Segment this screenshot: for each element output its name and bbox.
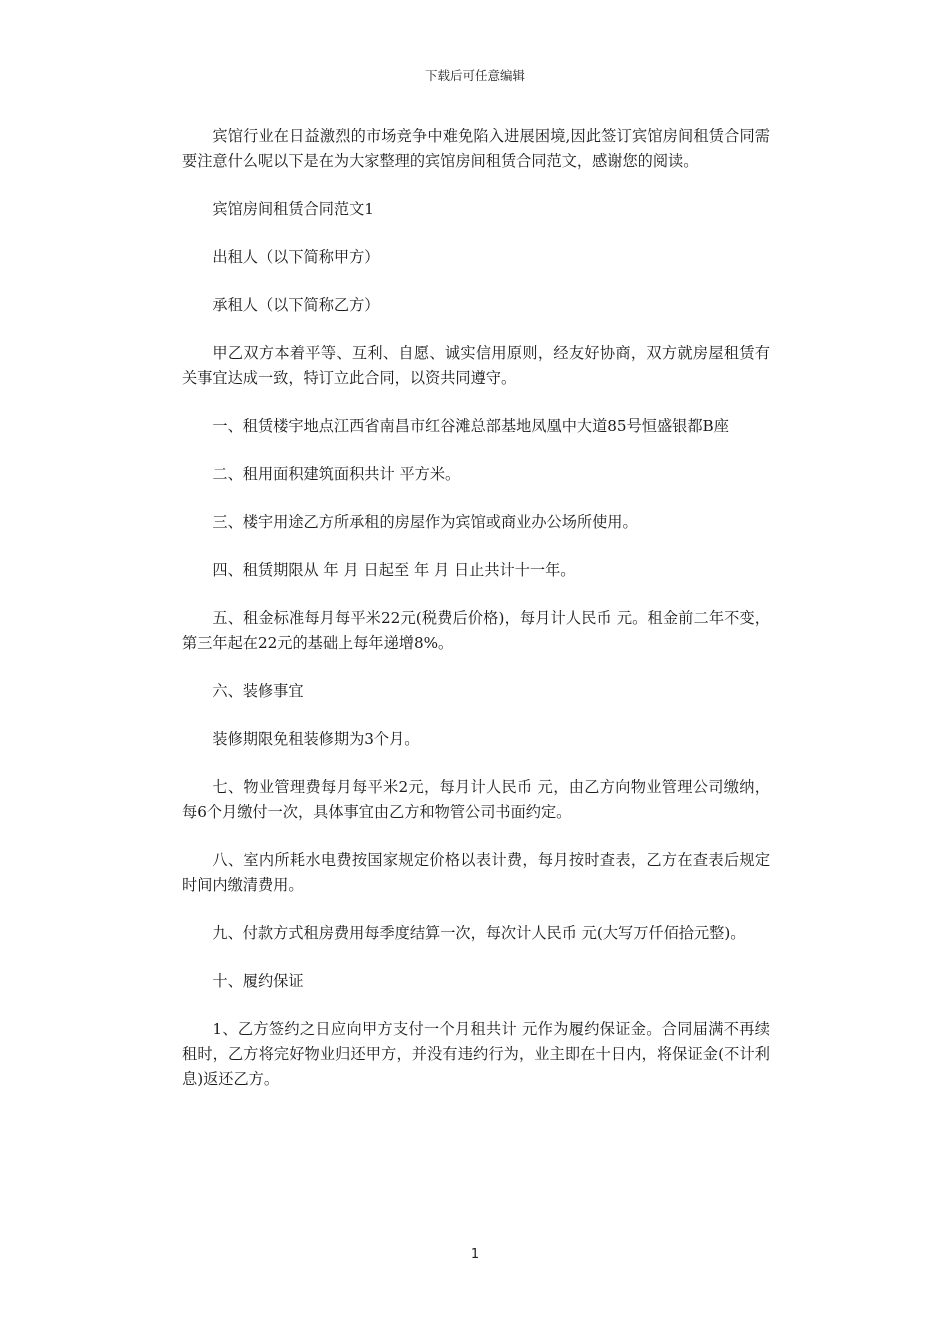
paragraph-clause-8: 八、室内所耗水电费按国家规定价格以表计费，每月按时查表，乙方在查表后规定时间内缴清费用。 — [182, 851, 770, 894]
paragraph-title: 宾馆房间租赁合同范文1 — [212, 200, 374, 218]
paragraph-clause-6-detail: 装修期限免租装修期为3个月。 — [212, 730, 420, 748]
paragraph-clause-1: 一、租赁楼宇地点江西省南昌市红谷滩总部基地凤凰中大道85号恒盛银都B座 — [212, 417, 729, 435]
document-body — [182, 124, 770, 1115]
paragraph-clause-9: 九、付款方式租房费用每季度结算一次，每次计人民币 元(大写万仟佰拾元整)。 — [212, 924, 746, 942]
paragraph-preamble: 甲乙双方本着平等、互利、自愿、诚实信用原则，经友好协商，双方就房屋租赁有关事宜达成一致，特订立此合同，以资共同遵守。 — [182, 344, 770, 387]
paragraph-lessee: 承租人（以下简称乙方） — [212, 296, 380, 314]
paragraph-clause-5: 五、租金标准每月每平米22元(税费后价格)，每月计人民币 元。租金前二年不变，第三年起在22元的基础上每年递增8%。 — [182, 609, 770, 652]
paragraph-intro: 宾馆行业在日益激烈的市场竞争中难免陷入进展困境,因此签订宾馆房间租赁合同需要注意什么呢以下是在为大家整理的宾馆房间租赁合同范文，感谢您的阅读。 — [182, 127, 770, 170]
paragraph-clause-10-item-1: 1、乙方签约之日应向甲方支付一个月租共计 元作为履约保证金。合同届满不再续租时，乙方将完好物业归还甲方，并没有违约行为，业主即在十日内，将保证金(不计利息)返还乙方。 — [182, 1020, 770, 1088]
paragraph-clause-10: 十、履约保证 — [212, 972, 304, 990]
paragraph-clause-2: 二、租用面积建筑面积共计 平方米。 — [212, 465, 461, 483]
paragraph-clause-6: 六、装修事宜 — [212, 682, 304, 700]
paragraph-lessor: 出租人（以下简称甲方） — [212, 248, 380, 266]
paragraph-clause-3: 三、楼宇用途乙方所承租的房屋作为宾馆或商业办公场所使用。 — [212, 513, 638, 531]
page-number: 1 — [470, 1247, 480, 1262]
page-header: 下载后可任意编辑 — [424, 68, 525, 83]
paragraph-clause-7: 七、物业管理费每月每平米2元，每月计人民币 元，由乙方向物业管理公司缴纳，每6个月缴付一次，具体事宜由乙方和物管公司书面约定。 — [182, 778, 770, 821]
paragraph-clause-4: 四、租赁期限从 年 月 日起至 年 月 日止共计十一年。 — [212, 561, 576, 579]
